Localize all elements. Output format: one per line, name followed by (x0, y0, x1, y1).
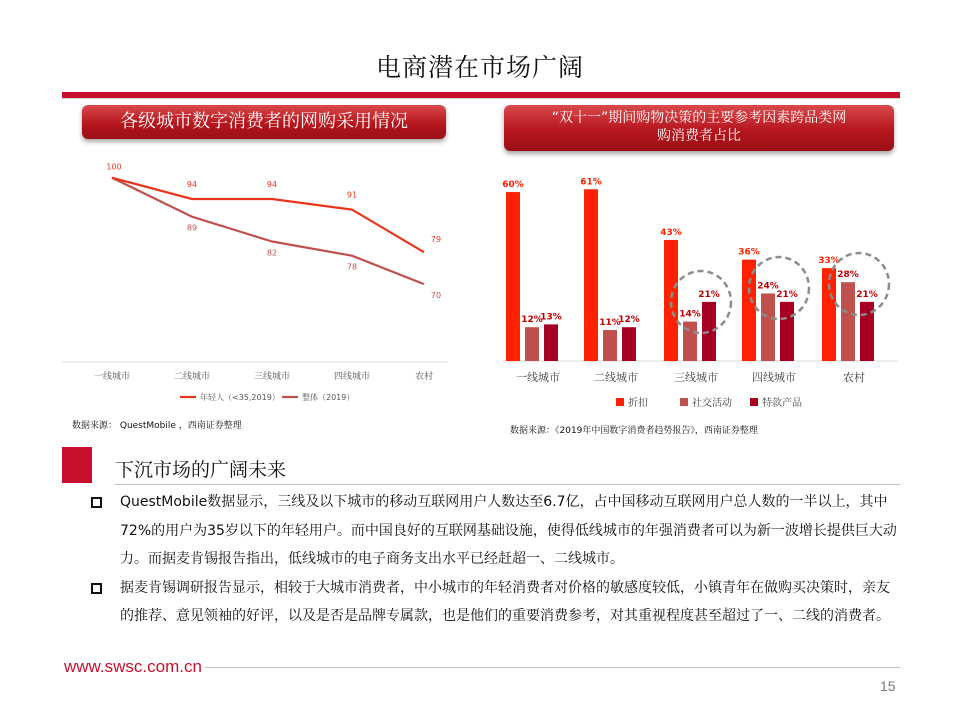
footer-url[interactable]: www.swsc.com.cn (64, 657, 202, 676)
bar (702, 302, 716, 361)
data-label: 89 (186, 223, 198, 233)
bar-chart (502, 150, 900, 420)
bar (544, 324, 558, 361)
bar (742, 260, 756, 361)
right-chart-header-line1: “双十一”期间购物决策的主要参考因素跨品类网 (551, 110, 847, 126)
right-chart-source: 数据来源：《2019年中国数字消费者趋势报告》，西南证券整理 (510, 426, 758, 436)
legend-swatch (680, 398, 688, 406)
x-tick-label: 四线城市 (333, 372, 371, 382)
bar (664, 240, 678, 361)
section-title: 下沉市场的广阔未来 (115, 459, 287, 481)
title-rule (62, 92, 900, 98)
bullet-item (88, 488, 900, 574)
left-chart-header: 各级城市数字消费者的网购采用情况 (82, 105, 446, 139)
page-title: 电商潜在市场广阔 (375, 53, 584, 82)
bar (603, 330, 617, 361)
data-label: 94 (186, 180, 198, 189)
legend-swatch (750, 398, 758, 406)
right-chart-header (504, 105, 894, 151)
data-label: 61% (580, 177, 602, 188)
x-tick-label: 二线城市 (594, 371, 638, 384)
data-label: 60% (502, 180, 524, 191)
bar (822, 268, 836, 361)
bar (841, 282, 855, 361)
left-chart-source: 数据来源： QuestMobile ，西南证券整理 (72, 421, 242, 431)
data-label: 13% (540, 312, 562, 323)
data-label: 100 (106, 162, 122, 172)
data-label: 21% (776, 289, 798, 300)
section-marker (62, 447, 92, 483)
data-label: 21% (698, 289, 720, 300)
x-tick-label: 三线城市 (674, 371, 718, 384)
legend-label: 社交活动 (692, 398, 732, 409)
data-label: 36% (738, 247, 760, 258)
line-chart (62, 150, 448, 410)
square-bullet-icon (91, 497, 102, 508)
x-tick-label: 四线城市 (752, 371, 796, 384)
right-chart-header-line2: 购消费者占比 (657, 128, 741, 144)
x-tick-label: 二线城市 (173, 372, 211, 382)
legend-label: 折扣 (628, 398, 648, 409)
x-tick-label: 一线城市 (516, 371, 560, 384)
data-label: 28% (837, 270, 859, 281)
data-label: 12% (618, 315, 640, 326)
bar (622, 327, 636, 361)
legend-label: 年轻人（<35,2019） (200, 393, 280, 402)
data-label: 94 (266, 180, 278, 189)
bar (525, 327, 539, 361)
data-label: 12% (521, 315, 543, 326)
section-rule (115, 484, 900, 485)
bullet-text: QuestMobile数据显示，三线及以下城市的移动互联网用户人数达至6.7亿，占中国移动互联网用户总人数的一半以上，其中72%的用户为35岁以下的年轻用户。而中国良好的互联网基础设施，使得低线城市的年强消费者可以为新一波增长提供巨大动力。而据麦肯锡报告指出，低线城市的电子商务支出水平已经赶超一、二线城市。 (120, 494, 897, 567)
data-label: 11% (599, 318, 621, 329)
data-label: 24% (757, 281, 779, 292)
legend-label: 特款产品 (762, 398, 802, 409)
x-tick-label: 农村 (414, 372, 434, 382)
bullet-text: 据麦肯锡调研报告显示，相较于大城市消费者，中小城市的年轻消费者对价格的敏感度较低，小镇青年在做购买决策时，亲友的推荐、意见领袖的好评，以及是否是品牌专属款，也是他们的重要消费参考，对其重视程度甚至超过了一、二线的消费者。 (120, 579, 890, 624)
legend-swatch (616, 398, 624, 406)
data-label: 91 (346, 190, 358, 200)
highlight-ellipse (671, 271, 731, 333)
footer-rule (205, 667, 900, 668)
square-bullet-icon (91, 583, 102, 594)
bar (780, 302, 794, 361)
data-label: 33% (818, 256, 840, 267)
data-label: 82 (266, 248, 278, 258)
data-label: 78 (346, 262, 358, 272)
x-tick-label: 农村 (843, 371, 865, 384)
data-label: 43% (660, 227, 682, 238)
page-number: 15 (880, 678, 896, 694)
data-label: 70 (430, 291, 442, 301)
series-line (112, 178, 424, 284)
bar (584, 189, 598, 361)
data-label: 79 (430, 235, 442, 245)
bar (506, 192, 520, 361)
x-tick-label: 三线城市 (253, 372, 291, 382)
data-label: 21% (856, 289, 878, 300)
data-label: 14% (679, 309, 701, 320)
legend-label: 整体（2019） (302, 393, 355, 402)
bullet-list (88, 488, 900, 631)
bar (761, 293, 775, 361)
x-tick-label: 一线城市 (93, 372, 131, 382)
bullet-item (88, 574, 900, 631)
